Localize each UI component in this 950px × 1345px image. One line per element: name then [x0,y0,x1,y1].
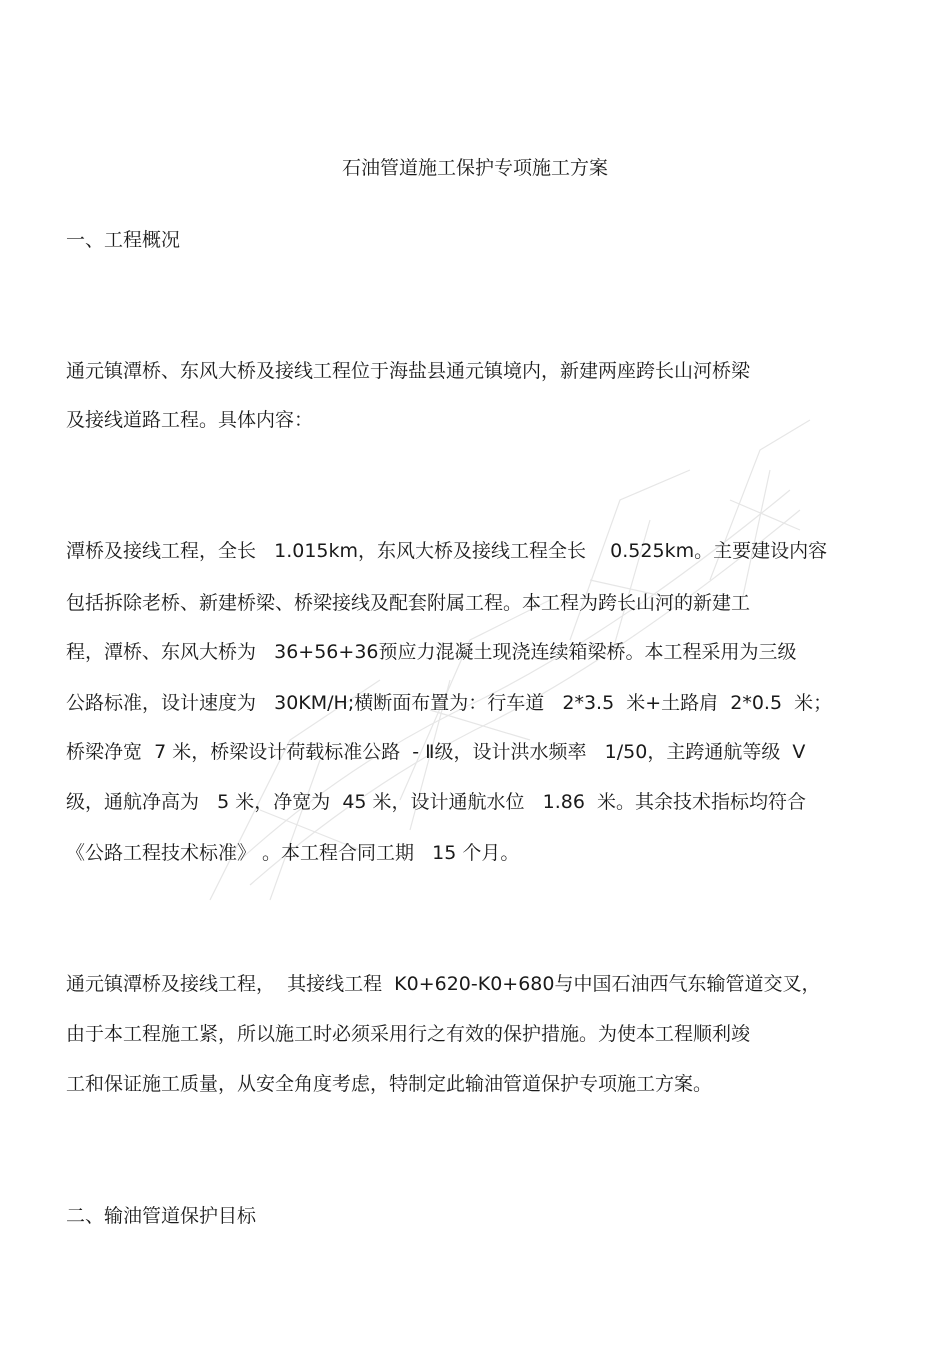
paragraph-line: 桥梁净宽 7 米，桥梁设计荷载标准公路 - Ⅱ级，设计洪水频率 1/50，主跨通航等级 Ⅴ [66,741,806,763]
paragraph-line: 公路标准，设计速度为 30KM/H;横断面布置为：行车道 2*3.5 米+土路肩 2*0.5 米； [66,692,833,714]
section-heading-pipeline-protection: 二、输油管道保护目标 [66,1205,257,1227]
paragraph-line: 通元镇潭桥及接线工程， 其接线工程 K0+620-K0+680与中国石油西气东输管道交叉， [66,973,821,995]
paragraph-line: 潭桥及接线工程，全长 1.015km，东风大桥及接线工程全长 0.525km。主要建设内容 [66,540,828,562]
paragraph-line: 通元镇潭桥、东风大桥及接线工程位于海盐县通元镇境内，新建两座跨长山河桥梁 [66,360,751,382]
paragraph-line: 及接线道路工程。具体内容： [66,409,314,431]
paragraph-line: 包括拆除老桥、新建桥梁、桥梁接线及配套附属工程。本工程为跨长山河的新建工 [66,592,751,614]
paragraph-line: 级，通航净高为 5 米，净宽为 45 米，设计通航水位 1.86 米。其余技术指标均符合 [66,791,807,813]
paragraph-line: 由于本工程施工紧，所以施工时必须采用行之有效的保护措施。为使本工程顺利竣 [66,1023,751,1045]
section-heading-overview: 一、工程概况 [66,229,181,251]
document-title: 石油管道施工保护专项施工方案 [341,157,608,179]
paragraph-line: 程，潭桥、东风大桥为 36+56+36预应力混凝土现浇连续箱梁桥。本工程采用为三级 [66,641,797,663]
paragraph-line: 《公路工程技术标准》 。本工程合同工期 15 个月。 [66,842,520,864]
paragraph-line: 工和保证施工质量，从安全角度考虑，特制定此输油管道保护专项施工方案。 [66,1073,713,1095]
